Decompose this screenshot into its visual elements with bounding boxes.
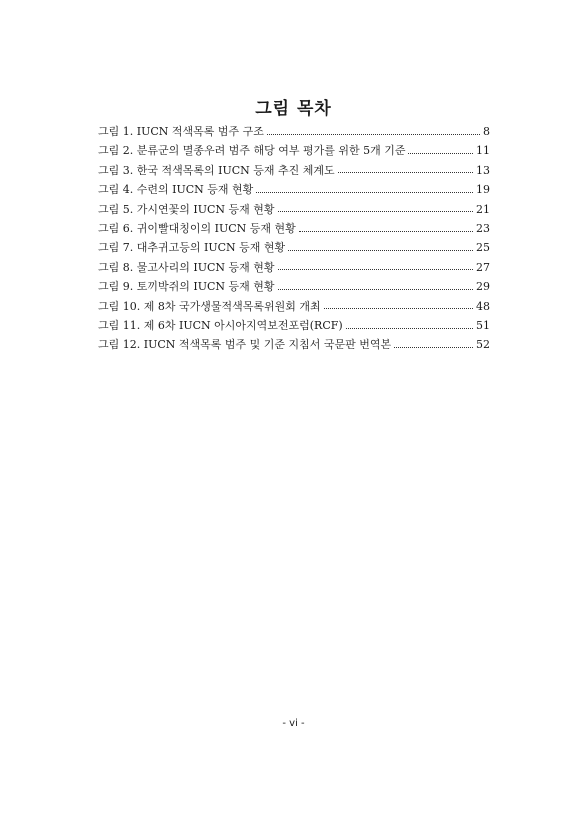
toc-entry-page: 11 [476,144,490,158]
toc-entry-label: 그림 8. 물고사리의 IUCN 등재 현황 [98,260,275,274]
toc-entry-label: 그림 9. 토끼박쥐의 IUCN 등재 현황 [98,280,275,294]
toc-dot-leader [394,346,473,348]
toc-entry[interactable] [98,200,490,219]
toc-entry[interactable] [98,161,490,180]
toc-entry-page: 19 [476,183,490,197]
toc-dot-leader [278,210,473,212]
toc-entry-label: 그림 4. 수련의 IUCN 등재 현황 [98,183,254,197]
toc-entry-page: 27 [476,260,490,274]
toc-entry-label: 그림 10. 제 8차 국가생물적색목록위원회 개최 [98,299,321,313]
toc-dot-leader [267,133,480,135]
toc-entry-label: 그림 7. 대추귀고등의 IUCN 등재 현황 [98,241,286,255]
toc-entry-page: 23 [476,221,490,235]
toc-entry-page: 13 [476,163,490,177]
toc-entry[interactable] [98,335,490,354]
toc-dot-leader [324,307,473,309]
toc-entry[interactable] [98,219,490,238]
toc-dot-leader [299,230,473,232]
toc-entry[interactable] [98,180,490,199]
toc-entry-label: 그림 1. IUCN 적색목록 범주 구조 [98,125,264,138]
toc-dot-leader [338,171,473,173]
toc-entry[interactable] [98,316,490,335]
toc-entry[interactable] [98,277,490,296]
toc-dot-leader [278,288,473,290]
toc-entry-page: 25 [476,241,490,255]
toc-entry[interactable] [98,297,490,316]
toc-entry-page: 51 [476,318,490,332]
toc-dot-leader [408,152,473,154]
toc-entry[interactable] [98,258,490,277]
toc-dot-leader [346,327,473,329]
toc-entry-label: 그림 12. IUCN 적색목록 범주 및 기준 지침서 국문판 번역본 [98,338,392,352]
toc-dot-leader [278,268,473,270]
toc-entry-label: 그림 6. 귀이빨대칭이의 IUCN 등재 현황 [98,221,296,235]
toc-entry[interactable] [98,122,490,141]
toc-dot-leader [256,191,473,193]
page-title: 그림 목차 [255,99,332,119]
toc-entry-label: 그림 2. 분류군의 멸종우려 범주 해당 여부 평가를 위한 5개 기준 [98,144,406,158]
toc-entry[interactable] [98,238,490,257]
toc-entry[interactable] [98,141,490,160]
toc-entry-label: 그림 5. 가시연꽃의 IUCN 등재 현황 [98,202,275,216]
toc-dot-leader [288,249,473,251]
toc-entry-page: 52 [476,338,490,352]
figure-toc-list [98,122,490,355]
toc-entry-label: 그림 3. 한국 적색목록의 IUCN 등재 추진 체계도 [98,163,335,177]
toc-entry-page: 48 [476,299,490,313]
toc-entry-page: 8 [483,125,490,138]
toc-entry-label: 그림 11. 제 6차 IUCN 아시아지역보전포럼(RCF) [98,318,343,332]
page-number-footer: - vi - [282,718,305,729]
toc-entry-page: 29 [476,280,490,294]
toc-entry-page: 21 [476,202,490,216]
